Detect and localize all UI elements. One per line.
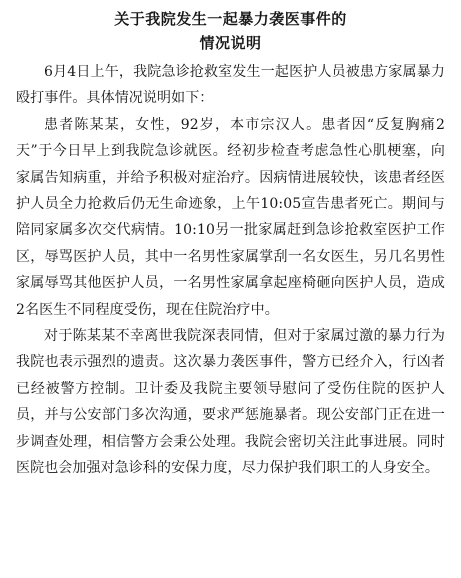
incident-details-paragraph: 患者陈某某，女性，92岁，本市宗汉人。患者因“反复胸痛2天”于今日早上到我院急诊就医。经初步检查考虑急性心肌梗塞，向家属告知病重，并给予积极对症治疗。因病情进展较快，该患者经医护人员全力抢救后仍无生命迹象，上午10:05宣告患者死亡。期间与陪同家属多次交代病情。10:10另一批家属赶到急诊抢救室医护工作区，辱骂医护人员，其中一名男性家属掌刮一名女医生，另几名男性家属辱骂其他医护人员，一名男性家属拿起座椅砸向医护人员，造成2名医生不同程度受伤，现在住院治疗中。: [16, 116, 445, 318]
document-title-line-1: 关于我院发生一起暴力袭医事件的: [114, 10, 347, 28]
document-title-line-2: 情况说明: [199, 34, 262, 52]
intro-paragraph: 6月4日上午，我院急诊抢救室发生一起医护人员被患方家属暴力殴打事件。具体情况说明如下：: [16, 64, 445, 107]
hospital-response-paragraph: 对于陈某某不幸离世我院深表同情，但对于家属过激的暴力行为我院也表示强烈的遗责。这次暴力袭医事件，警方已经介入，行凶者已经被警方控制。卫计委及我院主要领导慰问了受伤住院的医护人员，并与公安部门多次沟通，要求严惩施暴者。现公安部门正在进一步调查处理，相信警方会秉公处理。我院会密切关注此事进展。同时医院也会加强对急诊科的安保力度，尽力保护我们职工的人身安全。: [16, 328, 445, 477]
